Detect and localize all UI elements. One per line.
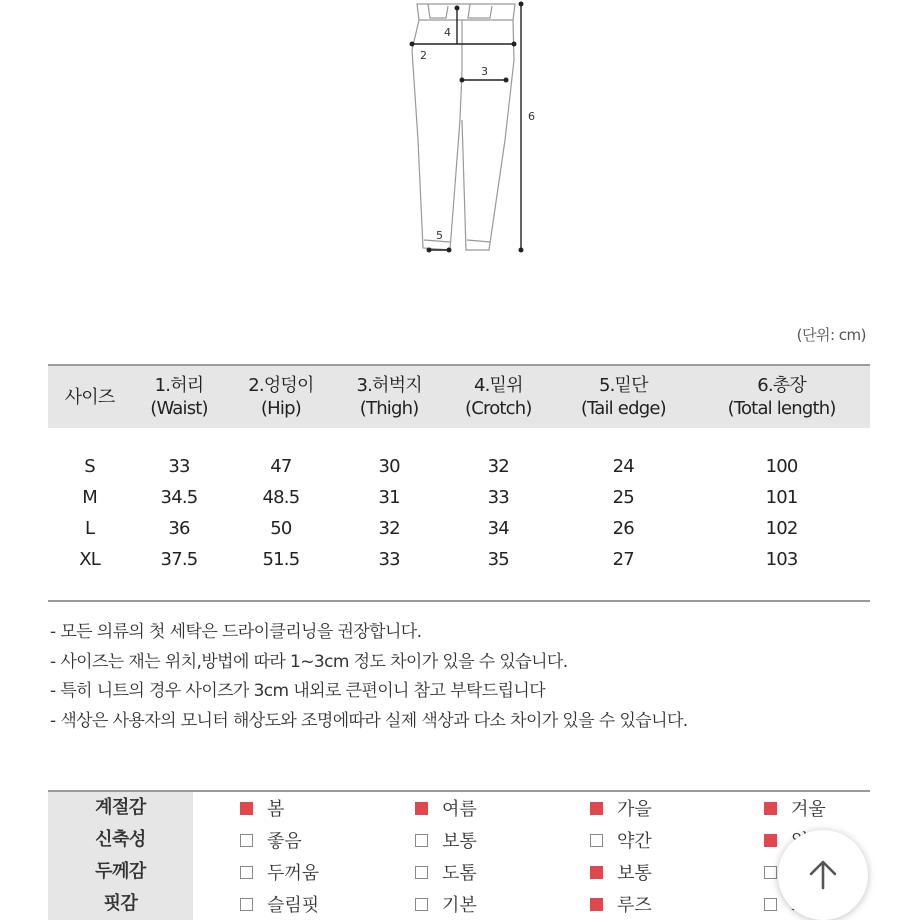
table-cell: 103 [693,544,870,601]
checkbox-icon [590,834,603,847]
attr-option [240,859,319,885]
table-cell: 47 [270,456,292,477]
attr-option-label: 루즈 [617,895,652,916]
pants-measurement-diagram [0,0,918,270]
product-attributes [48,790,870,920]
checkbox-icon [240,834,253,847]
checkbox-icon [240,802,253,815]
table-cell: 32 [487,456,509,477]
table-cell: XL [48,544,131,601]
note-line: - 모든 의류의 첫 세탁은 드라이클리닝을 권장합니다. [50,622,422,642]
diagram-label-4: 4 [444,26,451,39]
note-line: - 사이즈는 재는 위치,방법에 따라 1~3cm 정도 차이가 있을 수 있습니다. [50,651,568,672]
attr-option [590,827,652,853]
diagram-label-6: 6 [528,110,535,123]
checkbox-icon [240,898,253,911]
header-tail-edge: 5.밑단 (Tail edge) [553,365,693,428]
table-row [48,544,870,601]
attr-option [240,827,302,853]
table-cell: 30 [378,456,400,477]
attr-option [240,891,319,917]
attr-row-thickness [48,856,870,888]
table-cell: 33 [487,487,509,508]
attr-option-label: 여름 [442,799,477,820]
table-cell: 36 [168,518,190,539]
scroll-to-top-button[interactable] [778,830,868,920]
attr-option-label: 슬림핏 [267,895,320,916]
checkbox-icon [590,866,603,879]
attr-option-label: 보통 [617,863,652,884]
table-cell: 32 [378,518,400,539]
header-waist: 1.허리 (Waist) [131,365,227,428]
checkbox-icon [764,898,777,911]
attr-row-fit [48,888,870,920]
attr-option [415,827,477,853]
note-line: - 색상은 사용자의 모니터 해상도와 조명에따라 실제 색상과 다소 차이가 있을 수 있습니다. [50,710,688,731]
attr-option-label: 도톰 [442,863,477,884]
attr-label: 신축성 [48,824,193,856]
unit-label: (단위: cm) [796,326,866,344]
table-cell: 102 [765,518,798,539]
header-crotch: 4.밑위 (Crotch) [443,365,553,428]
size-table [48,364,870,602]
attr-option [240,795,284,821]
table-cell: 34.5 [160,487,198,508]
checkbox-icon [415,802,428,815]
table-cell: S [84,456,95,477]
table-cell: 26 [612,518,634,539]
table-cell: 33 [168,456,190,477]
attr-option-label: 가을 [617,799,652,820]
table-row [48,513,870,544]
table-cell: 33 [335,544,443,601]
table-cell: M [82,487,97,508]
attr-option-label: 두꺼움 [267,863,320,884]
checkbox-icon [764,866,777,879]
attr-option-label: 봄 [267,799,285,820]
checkbox-icon [764,834,777,847]
table-cell: 24 [612,456,634,477]
attr-option [590,795,652,821]
table-cell: 27 [553,544,693,601]
table-cell: 100 [765,456,798,477]
table-row [48,482,870,513]
note-line: - 특히 니트의 경우 사이즈가 3cm 내외로 큰편이니 참고 부탁드립니다 [50,681,546,701]
table-cell: 51.5 [227,544,335,601]
table-cell: 50 [270,518,292,539]
table-cell: 31 [378,487,400,508]
table-cell: 25 [612,487,634,508]
attr-option [590,859,652,885]
table-row [48,428,870,482]
attr-option-label: 겨울 [791,799,826,820]
attr-label: 계절감 [48,792,193,824]
arrow-up-icon [806,858,840,892]
size-table-header [48,365,870,428]
checkbox-icon [764,802,777,815]
attr-option-label: 좋음 [267,831,302,852]
attr-label: 두께감 [48,856,193,888]
care-notes [50,618,688,736]
diagram-label-5: 5 [436,229,443,242]
attr-option [590,891,652,917]
checkbox-icon [590,802,603,815]
attr-option [415,859,477,885]
attr-option [764,795,826,821]
table-cell: 35 [443,544,553,601]
diagram-label-3: 3 [481,65,488,78]
attr-option-label: 약간 [617,831,652,852]
table-cell: L [84,518,95,539]
attr-option-label: 기본 [442,895,477,916]
attr-option [415,891,477,917]
checkbox-icon [240,866,253,879]
attr-label: 핏감 [48,888,193,920]
checkbox-icon [415,898,428,911]
checkbox-icon [415,866,428,879]
attr-row-stretch [48,824,870,856]
table-cell: 48.5 [262,487,300,508]
table-cell: 101 [765,487,798,508]
header-size: 사이즈 [48,365,131,428]
checkbox-icon [415,834,428,847]
header-thigh: 3.허벅지 (Thigh) [335,365,443,428]
attr-option-label: 보통 [442,831,477,852]
table-cell: 37.5 [131,544,227,601]
table-cell: 34 [487,518,509,539]
header-hip: 2.엉덩이 (Hip) [227,365,335,428]
diagram-label-2: 2 [420,49,427,62]
attr-option [415,795,477,821]
header-total-length: 6.총장 (Total length) [693,365,870,428]
checkbox-icon [590,898,603,911]
attr-row-season [48,792,870,824]
